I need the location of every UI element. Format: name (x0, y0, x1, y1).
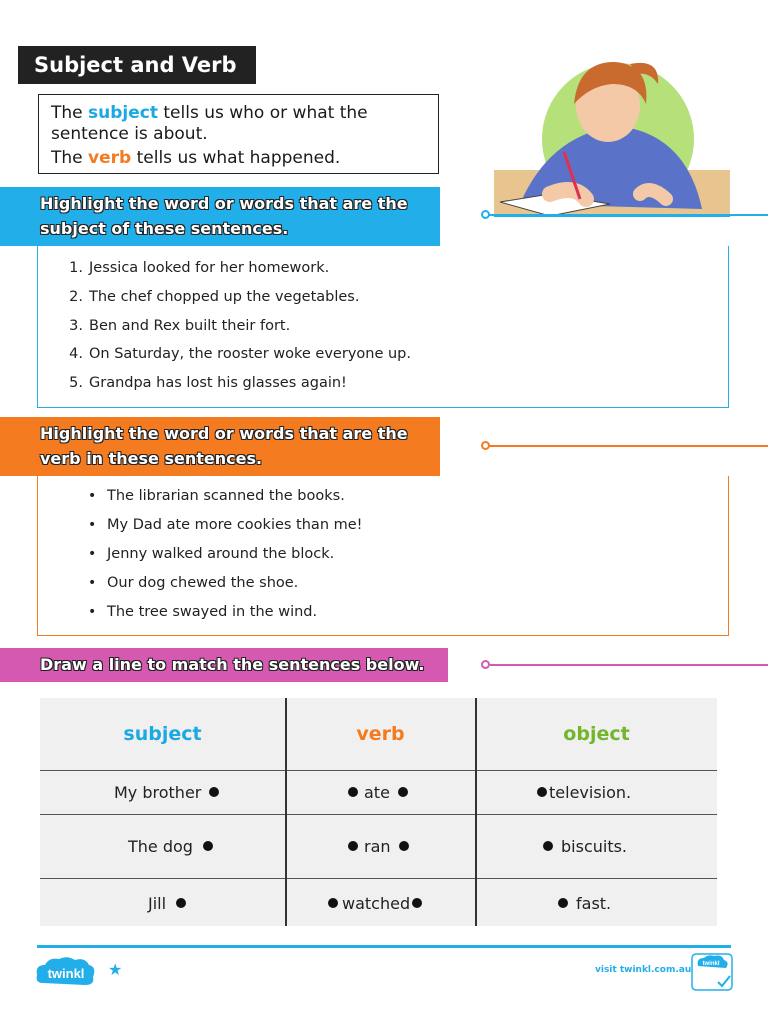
list-number: 2. (69, 289, 83, 305)
subject-cell-text: My brother (114, 782, 202, 802)
sentence-text: The chef chopped up the vegetables. (89, 289, 360, 305)
list-number: 1. (69, 260, 83, 276)
bullet: • (88, 488, 97, 504)
table-row (328, 893, 422, 913)
definition-text: sentence is about. (51, 124, 208, 144)
match-dot[interactable] (543, 841, 553, 851)
match-dot[interactable] (209, 787, 219, 797)
bullet: • (88, 517, 97, 533)
definition-verb-line (51, 148, 426, 169)
match-dot[interactable] (348, 787, 358, 797)
sentence-text: Grandpa has lost his glasses again! (89, 375, 347, 391)
sentence-text: Our dog chewed the shoe. (107, 575, 299, 591)
subject-cell-text: The dog (128, 836, 193, 856)
definition-text: tells us who or what the (163, 103, 368, 123)
verb-keyword: verb (88, 148, 132, 168)
bullet: • (88, 575, 97, 591)
subject-cell-text: Jill (148, 893, 167, 913)
table-row (148, 893, 186, 913)
section-connector-dot (481, 660, 490, 669)
table-row (537, 782, 631, 802)
sentence-text: My Dad ate more cookies than me! (107, 517, 363, 533)
section-header-text: Highlight the word or words that are the (40, 194, 408, 213)
twinkl-logo[interactable] (35, 955, 97, 989)
object-cell-text: biscuits. (561, 836, 628, 856)
sentence-text: The tree swayed in the wind. (107, 604, 318, 620)
definition-text: tells us what happened. (136, 148, 341, 168)
sentence-text: The librarian scanned the books. (107, 488, 345, 504)
bullet: • (88, 604, 97, 620)
page-title (18, 46, 256, 84)
section-header-text: verb in these sentences. (40, 449, 263, 468)
sentence-text: On Saturday, the rooster woke everyone up. (89, 346, 411, 362)
section-connector-dot (481, 210, 490, 219)
list-number: 3. (69, 318, 83, 334)
list-number: 4. (69, 346, 83, 362)
column-header-subject: subject (123, 723, 202, 745)
object-cell-text: television. (549, 782, 632, 802)
verb-cell-text: ran (364, 836, 391, 856)
table-divider (40, 814, 717, 815)
table-row (543, 836, 627, 856)
section-connector-dot (481, 441, 490, 450)
column-header-object: object (563, 723, 630, 745)
sentence-text: Jenny walked around the block. (107, 546, 335, 562)
column-header-verb: verb (356, 723, 405, 745)
star-icon: ★ (108, 960, 123, 979)
match-dot[interactable] (203, 841, 213, 851)
sentence-text: Jessica looked for her homework. (89, 260, 330, 276)
section-connector-line (489, 445, 768, 447)
table-divider (285, 698, 287, 926)
section-subject-header (0, 187, 440, 246)
sentence-text: Ben and Rex built their fort. (89, 318, 291, 334)
list-number: 5. (69, 375, 83, 391)
verb-cell-text: ate (364, 782, 390, 802)
match-dot[interactable] (328, 898, 338, 908)
footer-url[interactable]: visit twinkl.com.au (595, 965, 692, 975)
section-match-header (0, 648, 448, 682)
definition-text: The (51, 148, 83, 168)
section-header-text: Draw a line to match the sentences below. (40, 655, 425, 674)
match-dot[interactable] (558, 898, 568, 908)
section-connector-line (488, 214, 768, 216)
bullet: • (88, 546, 97, 562)
definition-subject-line (51, 103, 426, 124)
table-row (348, 836, 409, 856)
match-dot[interactable] (412, 898, 422, 908)
table-row (114, 782, 219, 802)
table-divider (475, 698, 477, 926)
table-row (348, 782, 408, 802)
object-cell-text: fast. (576, 893, 612, 913)
badge-logo-text: twinkl (702, 961, 720, 967)
twinkl-logo-text: twinkl (47, 966, 85, 981)
match-dot[interactable] (348, 841, 358, 851)
girl-writing-illustration (490, 44, 740, 226)
section-connector-line (490, 664, 768, 666)
section-verb-header (0, 417, 440, 476)
table-divider (40, 878, 717, 879)
definition-subject-line-2 (51, 124, 426, 145)
table-row (558, 893, 611, 913)
table-divider (40, 770, 717, 771)
quality-badge-icon (690, 952, 734, 992)
definition-text: The (51, 103, 83, 123)
verb-sentence-list (37, 476, 729, 636)
page-title-text: Subject and Verb (34, 53, 237, 77)
matching-table (40, 698, 717, 926)
definition-box (38, 94, 439, 174)
match-dot[interactable] (537, 787, 547, 797)
subject-keyword: subject (88, 103, 158, 123)
match-dot[interactable] (399, 841, 409, 851)
match-dot[interactable] (176, 898, 186, 908)
footer-divider (37, 945, 731, 948)
match-dot[interactable] (398, 787, 408, 797)
section-header-text: subject of these sentences. (40, 219, 289, 238)
table-row (128, 836, 213, 856)
verb-cell-text: watched (342, 893, 411, 913)
section-header-text: Highlight the word or words that are the (40, 424, 408, 443)
subject-sentence-list (37, 246, 729, 408)
